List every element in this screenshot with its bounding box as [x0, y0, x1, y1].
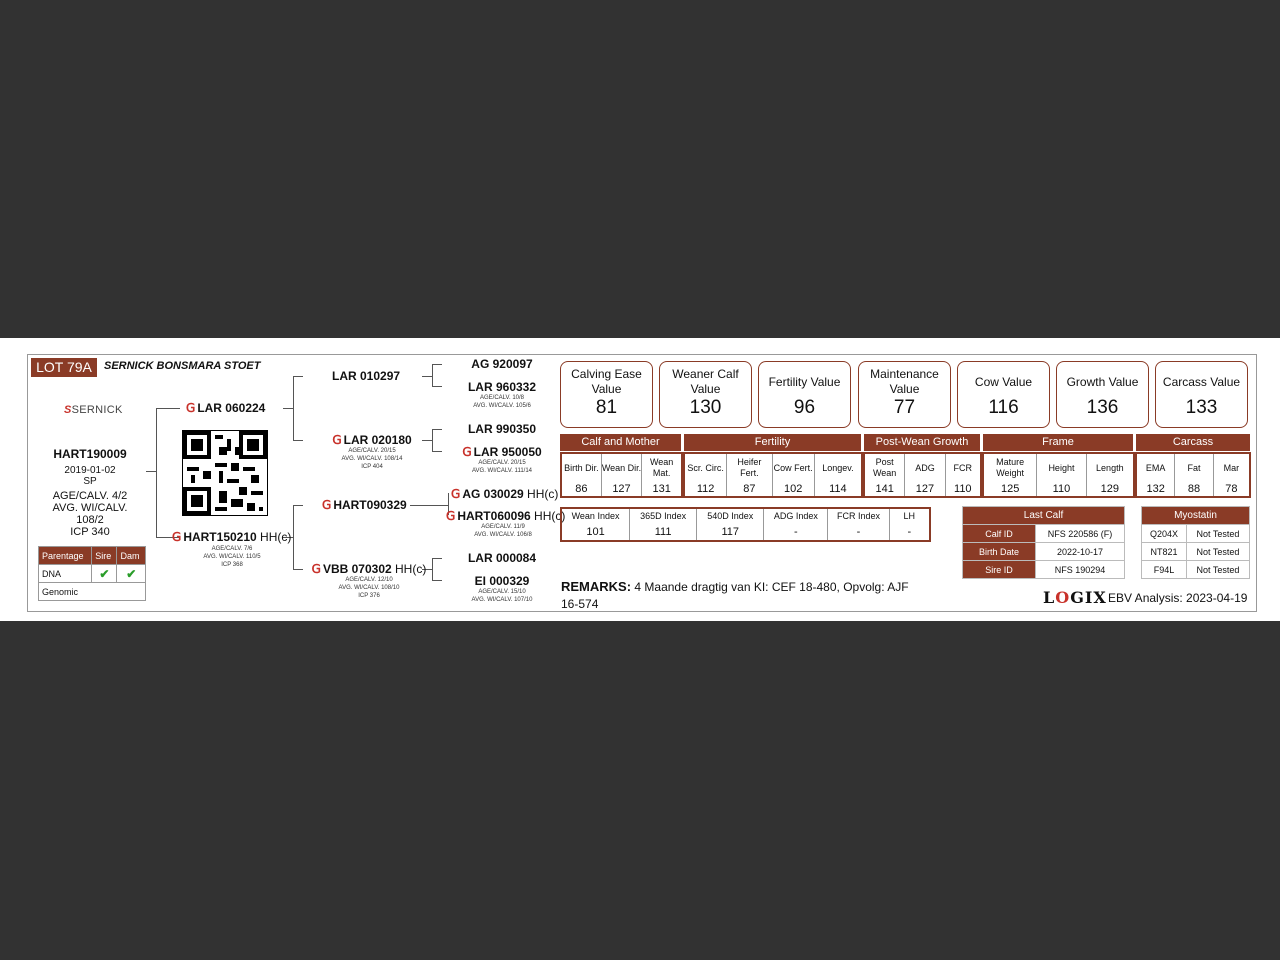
sire-sire-name[interactable]: LAR 010297 — [332, 369, 401, 383]
pedigree-line — [422, 440, 432, 441]
q204x-value: Not Tested — [1186, 525, 1249, 543]
remarks — [561, 578, 921, 613]
sire-id-label: Sire ID — [963, 561, 1036, 579]
trait-longev: Longev. 114 — [822, 462, 854, 495]
lot-badge: LOT 79A — [31, 358, 97, 377]
sss-name[interactable]: AG 920097 — [471, 357, 533, 371]
dsd-age: AGE/CALV. 11/9 — [481, 524, 525, 530]
genomic-label: Genomic — [39, 583, 146, 601]
dsd-avg: AVG. WI/CALV. 106/8 — [474, 532, 532, 538]
pedigree-line — [432, 580, 442, 581]
dam-header: Dam — [117, 547, 146, 565]
genomic-icon: 𝖦 — [451, 487, 461, 501]
pedigree-line — [293, 505, 303, 506]
trait-heifer-fert: Heifer Fert. 87 — [727, 454, 772, 496]
sire-dam-block — [322, 433, 422, 471]
pedigree-line — [156, 408, 180, 409]
pedigree-line — [293, 440, 303, 441]
sire-dam-age: AGE/CALV. 20/15 — [348, 448, 396, 454]
dam-age: AGE/CALV. 7/6 — [211, 546, 253, 552]
q204x-label: Q204X — [1142, 525, 1187, 543]
index-540d: 540D Index 117 — [697, 509, 764, 540]
last-calf-title: Last Calf — [963, 507, 1125, 525]
pedigree-line — [156, 408, 157, 537]
pedigree-line — [432, 386, 442, 387]
sernick-logo: SSERNICK — [64, 404, 123, 416]
trait-birth-dir: Birth Dir. 86 — [562, 454, 602, 496]
pedigree-line — [432, 429, 433, 451]
trait-mature-weight: Mature Weight 125 — [984, 454, 1037, 496]
myostatin-title: Myostatin — [1142, 507, 1250, 525]
dam-dam-block — [306, 562, 432, 600]
dam-name[interactable]: 𝖦 HART150210 HH(c) — [172, 530, 292, 544]
birth-date-label: Birth Date — [963, 543, 1036, 561]
ddd-name[interactable]: EI 000329 — [474, 574, 530, 588]
group-calf-mother: Calf and Mother — [560, 434, 681, 451]
sdd-avg: AVG. WI/CALV. 111/14 — [471, 468, 533, 474]
dam-dam-avg: AVG. WI/CALV. 108/10 — [338, 585, 400, 591]
trait-height: Height 110 — [1037, 454, 1086, 496]
trait-wean-dir: Wean Dir. 127 — [602, 454, 643, 496]
parentage-header: Parentage — [39, 547, 92, 565]
sire-dam-avg: AVG. WI/CALV. 108/14 — [341, 456, 403, 462]
index-wean: Wean Index 101 — [562, 509, 630, 540]
ddd-avg: AVG. WI/CALV. 107/10 — [471, 597, 533, 603]
ssd-avg: AVG. WI/CALV. 105/6 — [473, 403, 531, 409]
parentage-table — [38, 546, 146, 601]
ssd-age: AGE/CALV. 10/8 — [479, 395, 525, 401]
index-fcr: FCR Index - — [828, 509, 889, 540]
pedigree-line — [410, 505, 448, 506]
frame-cells — [982, 452, 1135, 498]
dam-avg: AVG. WI/CALV. 110/5 — [203, 554, 261, 560]
genomic-icon: 𝖦 — [172, 530, 182, 544]
ebv-analysis-date: EBV Analysis: 2023-04-19 — [1108, 591, 1248, 605]
genomic-icon: 𝖦 — [446, 509, 456, 523]
sdd-age: AGE/CALV. 20/15 — [478, 460, 526, 466]
animal-age-calv: AGE/CALV. 4/2 — [52, 490, 128, 502]
group-frame: Frame — [983, 434, 1133, 451]
dna-sire-check-icon: ✔ — [92, 565, 117, 583]
genomic-icon: 𝖦 — [332, 433, 342, 447]
group-fertility: Fertility — [684, 434, 861, 451]
last-calf-table — [962, 506, 1125, 579]
sire-id-value: NFS 190294 — [1036, 561, 1125, 579]
pedigree-line — [432, 451, 442, 452]
genomic-icon: 𝖦 — [186, 401, 196, 415]
animal-id: HART190009 — [53, 447, 127, 461]
dsd-block — [446, 509, 566, 539]
group-carcass: Carcass — [1136, 434, 1250, 451]
ddd-block — [452, 574, 552, 604]
pedigree-line — [293, 376, 294, 440]
pedigree-line — [283, 408, 293, 409]
carcass-cells — [1135, 452, 1251, 498]
genomic-icon: 𝖦 — [322, 498, 332, 512]
trait-ema: EMA 132 — [1137, 454, 1175, 496]
dds-name[interactable]: LAR 000084 — [467, 551, 537, 565]
post-wean-cells — [863, 452, 982, 498]
dam-dam-icp: ICP 376 — [358, 593, 380, 599]
dam-dam-age: AGE/CALV. 12/10 — [345, 577, 393, 583]
value-box-weaner-calf: Weaner Calf Value 130 — [659, 361, 752, 428]
dam-icp: ICP 368 — [221, 562, 243, 568]
dam-sire-name[interactable]: 𝖦 HART090329 — [322, 498, 407, 512]
animal-info — [45, 447, 135, 538]
index-box — [560, 507, 931, 542]
pedigree-line — [293, 376, 303, 377]
sire-dam-name[interactable]: 𝖦 LAR 020180 — [332, 433, 412, 447]
value-box-calving-ease: Calving Ease Value 81 — [560, 361, 653, 428]
genomic-icon: 𝖦 — [311, 562, 321, 576]
animal-icp: ICP 340 — [70, 526, 110, 538]
value-box-carcass: Carcass Value 133 — [1155, 361, 1248, 428]
sire-name[interactable]: 𝖦 LAR 060224 — [186, 401, 266, 415]
ddd-age: AGE/CALV. 15/10 — [478, 589, 526, 595]
myostatin-table — [1141, 506, 1250, 579]
calf-id-value: NFS 220586 (F) — [1036, 525, 1125, 543]
sire-dam-icp: ICP 404 — [361, 464, 383, 470]
sdd-block — [452, 445, 552, 475]
trait-fcr: FCR 110 — [953, 462, 973, 495]
pedigree-line — [432, 364, 433, 386]
pedigree-line — [146, 471, 156, 472]
pedigree-line — [293, 569, 303, 570]
logix-logo: LOGIX — [1043, 588, 1107, 607]
index-adg: ADG Index - — [764, 509, 828, 540]
pedigree-line — [432, 558, 442, 559]
pedigree-line — [422, 376, 432, 377]
trait-mar: Mar 78 — [1223, 462, 1240, 495]
ssd-name[interactable]: LAR 960332 — [467, 380, 537, 394]
animal-avg: AVG. WI/CALV. 108/2 — [52, 502, 128, 526]
dam-block — [172, 530, 292, 569]
dna-dam-check-icon: ✔ — [117, 565, 146, 583]
value-box-fertility: Fertility Value 96 — [758, 361, 851, 428]
sds-name[interactable]: LAR 990350 — [467, 422, 537, 436]
qr-code-icon — [183, 431, 267, 515]
remarks-text: 4 Maande dragtig van KI: CEF 18-480, Opvolg: AJF 16-574 — [561, 580, 909, 611]
fertility-cells — [683, 452, 863, 498]
index-lh: LH - — [903, 511, 916, 538]
f94l-label: F94L — [1142, 561, 1187, 579]
trait-length: Length 129 — [1096, 462, 1124, 495]
calf-mother-cells — [560, 452, 683, 498]
animal-dob: 2019-01-02 — [64, 465, 116, 476]
genomic-icon: 𝖦 — [462, 445, 472, 459]
qr-code[interactable] — [182, 430, 268, 516]
trait-adg: ADG 127 — [905, 454, 945, 496]
birth-date-value: 2022-10-17 — [1036, 543, 1125, 561]
pedigree-line — [293, 505, 294, 569]
dss-name[interactable]: 𝖦 AG 030029 HH(c) — [451, 487, 559, 501]
dsd-name[interactable]: 𝖦 HART060096 HH(c) — [446, 509, 566, 523]
trait-cow-fert: Cow Fert. 102 — [773, 454, 815, 496]
nt821-label: NT821 — [1142, 543, 1187, 561]
remarks-label: REMARKS: — [561, 579, 632, 594]
dna-label: DNA — [39, 565, 92, 583]
sdd-name[interactable]: 𝖦 LAR 950050 — [462, 445, 542, 459]
pedigree-line — [432, 558, 433, 580]
pedigree-line — [432, 364, 442, 365]
index-365d: 365D Index 111 — [630, 509, 697, 540]
group-post-wean: Post-Wean Growth — [864, 434, 980, 451]
trait-scr-circ: Scr. Circ. 112 — [685, 454, 727, 496]
dam-dam-name[interactable]: 𝖦 VBB 070302 HH(c) — [311, 562, 427, 576]
sire-header: Sire — [92, 547, 117, 565]
value-box-cow: Cow Value 116 — [957, 361, 1050, 428]
animal-code: SP — [83, 476, 97, 487]
trait-post-wean: Post Wean 141 — [865, 454, 905, 496]
trait-fat: Fat 88 — [1175, 454, 1213, 496]
f94l-value: Not Tested — [1186, 561, 1249, 579]
value-box-maintenance: Maintenance Value 77 — [858, 361, 951, 428]
calf-id-label: Calf ID — [963, 525, 1036, 543]
breed-title: SERNICK BONSMARA STOET — [104, 360, 261, 372]
trait-wean-mat: Wean Mat. 131 — [649, 457, 674, 495]
nt821-value: Not Tested — [1186, 543, 1249, 561]
value-box-growth: Growth Value 136 — [1056, 361, 1149, 428]
pedigree-line — [432, 429, 442, 430]
ssd-block — [452, 380, 552, 410]
